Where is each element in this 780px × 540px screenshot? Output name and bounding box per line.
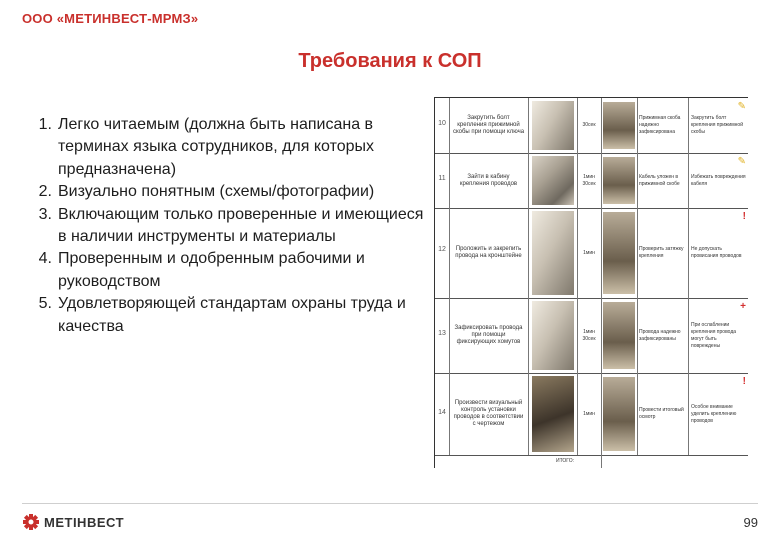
table-row — [435, 208, 748, 299]
photo-image — [532, 301, 574, 370]
step-detail-photo — [601, 373, 638, 455]
step-number: 11 — [435, 153, 450, 208]
step-number: 10 — [435, 98, 450, 153]
step-photo — [529, 98, 578, 153]
list-item — [30, 204, 425, 249]
key-point-text: Провести итоговый осмотр — [639, 407, 684, 420]
key-point-text: Прижимная скоба надежно зафиксирована — [639, 115, 681, 135]
list-item — [30, 181, 425, 203]
step-description — [449, 373, 529, 455]
step-description — [449, 153, 529, 208]
table-row — [435, 298, 748, 374]
reason-text: Закрутить болт крепления прижимной скобы — [691, 115, 743, 135]
step-photo — [529, 153, 578, 208]
step-description — [449, 298, 529, 373]
reason — [689, 153, 748, 208]
list-item-text: Легко читаемым (должна быть написана в терминах языка сотрудников, для которых предназначена) — [58, 116, 375, 178]
step-time-text: 1мин 30сек — [582, 328, 596, 342]
detail-image — [603, 212, 635, 294]
key-point — [637, 153, 689, 208]
company-name: ООО «МЕТИНВЕСТ-МРМЗ» — [22, 11, 199, 26]
list-item-number: 2. — [38, 183, 52, 201]
step-photo — [529, 208, 578, 298]
detail-image — [603, 377, 635, 451]
step-photo — [529, 298, 578, 373]
step-photo — [529, 373, 578, 455]
detail-image — [603, 157, 635, 204]
key-point — [637, 208, 689, 298]
step-time-text: 1мин — [583, 249, 595, 256]
step-time-text: 1мин 30сек — [582, 173, 596, 187]
reason-text: Особое внимание уделить креплению проводов — [691, 403, 737, 424]
list-item-number: 3. — [38, 205, 52, 223]
step-description — [449, 98, 529, 153]
list-item — [30, 248, 425, 293]
table-row — [435, 153, 748, 209]
plus-icon: + — [740, 301, 746, 312]
logo-text: МЕТІНВЕСТ — [44, 514, 125, 530]
reason-text: Избежать повреждения кабеля — [691, 173, 746, 187]
list-item-text: Удовлетворяющей стандартам охраны труда и качества — [58, 295, 406, 335]
step-detail-photo — [601, 98, 638, 153]
list-item — [30, 114, 425, 181]
photo-image — [532, 101, 574, 150]
sop-example-table — [434, 97, 748, 468]
list-item-number: 1. — [38, 116, 52, 133]
step-description-text: Закрутить болт крепления прижимной скобы при помощи ключа — [452, 115, 525, 135]
step-time — [577, 208, 602, 298]
step-description — [449, 208, 529, 298]
logo-mark-icon — [23, 514, 39, 530]
table-row — [435, 98, 748, 154]
step-detail-photo — [601, 153, 638, 208]
key-point-text: Провода надежно зафиксированы — [639, 328, 681, 342]
step-description-text: Зайти в кабину крепления проводов — [459, 173, 518, 187]
step-description-text: Произвести визуальный контроль установки проводов в соответствии с чертежом — [453, 400, 524, 427]
reason — [689, 98, 748, 153]
photo-image — [532, 156, 574, 205]
reason — [689, 298, 748, 373]
step-number: 13 — [435, 298, 450, 373]
step-detail-photo — [601, 208, 638, 298]
list-item-number: 5. — [38, 295, 52, 313]
key-point — [637, 298, 689, 373]
step-number: 12 — [435, 208, 450, 298]
page-number: 99 — [743, 515, 758, 530]
key-point-text: Проверить затяжку крепления — [639, 246, 684, 259]
list-item-text: Включающим только проверенные и имеющиеся в наличии инструменты и материалы — [58, 205, 424, 246]
table-row — [435, 373, 748, 456]
step-description-text: Проложить и закрепить провода на кронштейне — [455, 246, 522, 259]
slide-title — [0, 50, 780, 73]
list-item-number: 4. — [38, 250, 52, 268]
step-time-text: 30сек — [582, 122, 596, 128]
requirements-list — [30, 114, 425, 338]
exclamation-icon: ! — [742, 376, 746, 387]
list-item — [30, 293, 425, 338]
table-total: ИТОГО: — [529, 455, 602, 468]
detail-image — [603, 302, 635, 369]
key-point — [637, 98, 689, 153]
photo-image — [532, 211, 574, 295]
warning-icon: ✎ — [737, 101, 746, 112]
metinvest-logo — [23, 514, 124, 530]
step-time — [577, 98, 602, 153]
list-item-text: Визуально понятным (схемы/фотографии) — [58, 183, 375, 201]
step-time — [577, 373, 602, 455]
reason-text: Не допускать провисания проводов — [691, 246, 742, 259]
step-description-text: Зафиксировать провода при помощи фиксирующих хомутов — [454, 325, 523, 345]
key-point-text: Кабель уложен в прижимной скобе — [639, 173, 680, 187]
exclamation-icon: ! — [742, 211, 746, 222]
list-item-text: Проверенным и одобренным рабочими и руководством — [58, 250, 365, 290]
step-number: 14 — [435, 373, 450, 455]
step-detail-photo — [601, 298, 638, 373]
step-time — [577, 298, 602, 373]
reason-text: При ослаблении крепления провода могут быть повреждены — [691, 321, 737, 349]
reason — [689, 373, 748, 455]
footer-divider — [22, 503, 758, 504]
slide-title-text: Требования к СОП — [298, 50, 482, 72]
step-time — [577, 153, 602, 208]
detail-image — [603, 102, 635, 149]
key-point — [637, 373, 689, 455]
photo-image — [532, 376, 574, 452]
reason — [689, 208, 748, 298]
warning-icon: ✎ — [737, 156, 746, 167]
step-time-text: 1мин — [583, 410, 595, 417]
